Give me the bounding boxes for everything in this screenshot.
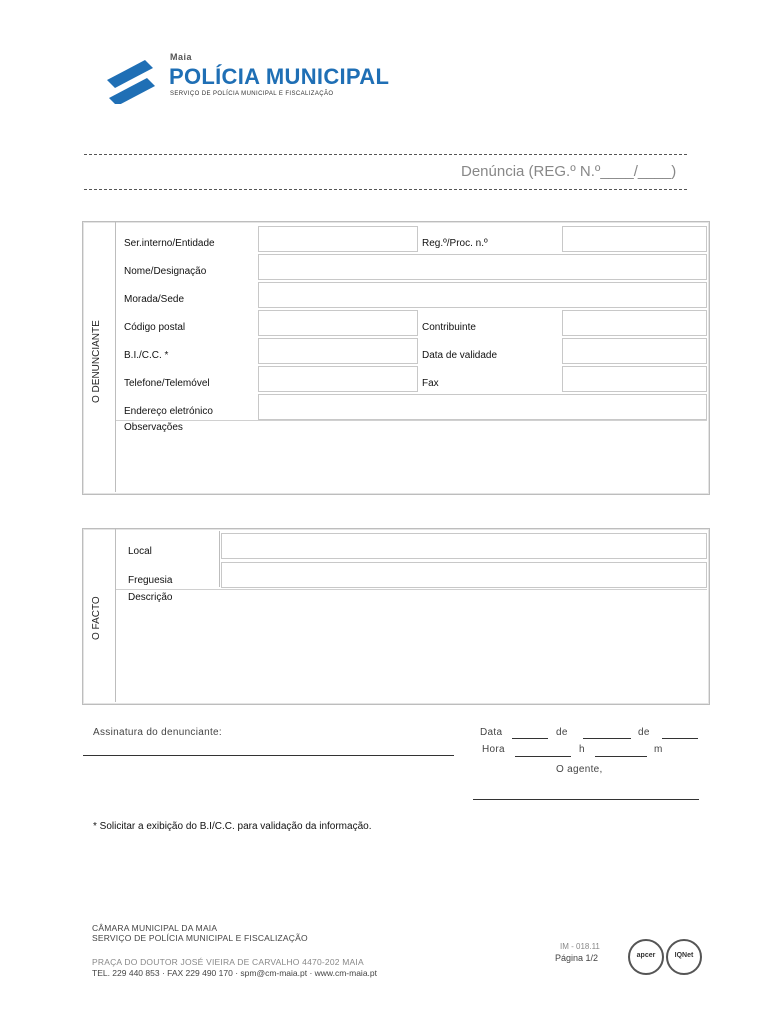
divider-top (84, 154, 687, 155)
data-validade-field[interactable] (562, 338, 707, 364)
agente-signature-line[interactable] (473, 799, 699, 800)
bi-cc-label: B.I./C.C. * (124, 350, 169, 361)
fax-field[interactable] (562, 366, 707, 392)
iqnet-certification-icon (666, 939, 702, 975)
email-label: Endereço eletrónico (124, 406, 213, 417)
observacoes-divider (116, 420, 707, 421)
bi-cc-field[interactable] (258, 338, 418, 364)
email-field[interactable] (258, 394, 707, 420)
observacoes-field[interactable] (120, 436, 704, 490)
facto-label-divider (219, 531, 220, 587)
facto-side-divider (115, 529, 116, 702)
assinatura-line[interactable] (83, 755, 454, 756)
data-validade-label: Data de validade (422, 350, 498, 361)
m-label: m (654, 744, 663, 755)
apcer-badge-text: apcer (636, 952, 656, 959)
de-label-1: de (556, 727, 568, 738)
descricao-field[interactable] (120, 606, 704, 700)
hora-minutes-line[interactable] (595, 756, 647, 757)
hora-label: Hora (482, 744, 505, 755)
h-label: h (579, 744, 585, 755)
denunciante-section-label: O DENUNCIANTE (91, 320, 102, 403)
police-logo-icon (101, 58, 159, 104)
data-month-line[interactable] (583, 738, 631, 739)
fax-label: Fax (422, 378, 439, 389)
morada-label: Morada/Sede (124, 294, 185, 305)
de-label-2: de (638, 727, 650, 738)
data-label: Data (480, 727, 503, 738)
codigo-postal-label: Código postal (124, 322, 186, 333)
iqnet-badge-text: IQNet (674, 952, 694, 959)
data-year-line[interactable] (662, 738, 698, 739)
footer-line-2: SERVIÇO DE POLÍCIA MUNICIPAL E FISCALIZAÇÃO (92, 933, 308, 943)
hora-hours-line[interactable] (515, 756, 571, 757)
brand-subtitle: SERVIÇO DE POLÍCIA MUNICIPAL E FISCALIZAÇÃO (170, 91, 334, 97)
form-code: IM - 018.11 (560, 942, 600, 951)
assinatura-label: Assinatura do denunciante: (93, 727, 222, 738)
data-day-line[interactable] (512, 738, 548, 739)
page-number: Página 1/2 (555, 953, 599, 963)
facto-section-label: O FACTO (91, 596, 102, 640)
descricao-divider (116, 589, 707, 590)
morada-field[interactable] (258, 282, 707, 308)
nome-label: Nome/Designação (124, 266, 207, 277)
observacoes-label: Observações (124, 422, 183, 433)
apcer-certification-icon (628, 939, 664, 975)
validation-note: * Solicitar a exibição do B.I/C.C. para validação da informação. (93, 821, 372, 832)
reg-proc-field[interactable] (562, 226, 707, 252)
telefone-field[interactable] (258, 366, 418, 392)
brand-title: POLÍCIA MUNICIPAL (169, 64, 390, 89)
denunciante-side-divider (115, 222, 116, 492)
document-title: Denúncia (REG.º N.º____/____) (461, 163, 677, 180)
contribuinte-field[interactable] (562, 310, 707, 336)
footer-line-1: CÂMARA MUNICIPAL DA MAIA (92, 923, 218, 933)
reg-proc-label: Reg.º/Proc. n.º (422, 238, 488, 249)
codigo-postal-field[interactable] (258, 310, 418, 336)
contribuinte-label: Contribuinte (422, 322, 476, 333)
footer-contacts: TEL. 229 440 853 · FAX 229 490 170 · spm@cm-maia.pt · www.cm-maia.pt (92, 968, 377, 978)
ser-interno-field[interactable] (258, 226, 418, 252)
freguesia-field[interactable] (221, 562, 707, 588)
freguesia-label: Freguesia (128, 575, 173, 586)
telefone-label: Telefone/Telemóvel (124, 378, 210, 389)
descricao-label: Descrição (128, 592, 173, 603)
nome-field[interactable] (258, 254, 707, 280)
local-label: Local (128, 546, 152, 557)
footer-address: PRAÇA DO DOUTOR JOSÉ VIEIRA DE CARVALHO 4470-202 MAIA (92, 957, 364, 967)
agente-label: O agente, (556, 764, 603, 775)
brand-small: Maia (170, 52, 193, 62)
local-field[interactable] (221, 533, 707, 559)
ser-interno-label: Ser.interno/Entidade (124, 238, 215, 249)
divider-bottom (84, 189, 687, 190)
